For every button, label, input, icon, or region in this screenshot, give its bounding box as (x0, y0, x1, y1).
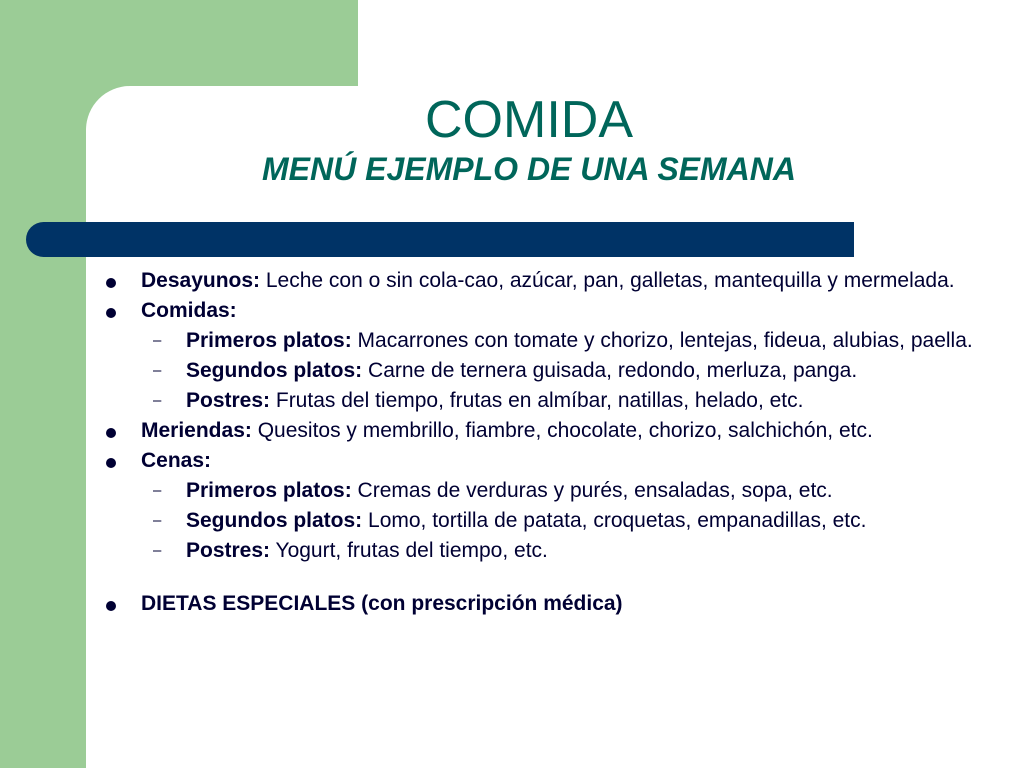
item-label: Primeros platos: (186, 479, 352, 502)
bullet-icon (106, 308, 116, 318)
slide-subtitle: MENÚ EJEMPLO DE UNA SEMANA (262, 151, 796, 187)
item-label: Meriendas: (141, 419, 252, 442)
list-item-cenas (0, 448, 1024, 473)
bullet-icon (106, 601, 116, 611)
item-text: Carne de ternera guisada, redondo, merluza, panga. (362, 359, 858, 382)
title-block (86, 92, 972, 188)
dash-icon: – (153, 392, 162, 409)
sub-item-comidas-postres (0, 388, 1024, 413)
item-text: Leche con o sin cola-cao, azúcar, pan, galletas, mantequilla y mermelada. (260, 269, 955, 292)
item-label: Comidas: (141, 299, 237, 322)
dash-icon: – (153, 482, 162, 499)
item-text: Cremas de verduras y purés, ensaladas, sopa, etc. (351, 479, 833, 502)
sub-item-cenas-postres (0, 538, 1024, 563)
list-item-desayunos (0, 268, 1024, 293)
list-item-dietas-especiales (0, 591, 1024, 616)
bullet-icon (106, 278, 116, 288)
item-text: Quesitos y membrillo, fiambre, chocolate, chorizo, salchichón, etc. (251, 419, 873, 442)
list-item-comidas (0, 298, 1024, 323)
item-label: Cenas: (141, 449, 212, 472)
dash-icon: – (153, 542, 162, 559)
item-label: Desayunos: (141, 269, 261, 292)
slide-title: COMIDA (425, 91, 633, 149)
bullet-icon (106, 458, 116, 468)
bullet-icon (106, 428, 116, 438)
sub-item-cenas-primeros (0, 478, 1024, 503)
divider-bar (26, 222, 854, 257)
sub-item-comidas-segundos (0, 358, 1024, 383)
item-label: Segundos platos: (186, 509, 363, 532)
dash-icon: – (153, 512, 162, 529)
item-label: Primeros platos: (186, 329, 352, 352)
dash-icon: – (153, 362, 162, 379)
item-text: Frutas del tiempo, frutas en almíbar, natillas, helado, etc. (270, 389, 804, 412)
item-label: DIETAS ESPECIALES (con prescripción médica) (141, 592, 623, 615)
item-text: Lomo, tortilla de patata, croquetas, empanadillas, etc. (362, 509, 867, 532)
item-label: Postres: (186, 389, 271, 412)
item-label: Segundos platos: (186, 359, 363, 382)
item-label: Postres: (186, 539, 271, 562)
sub-item-cenas-segundos (0, 508, 1024, 533)
list-item-meriendas (0, 418, 1024, 443)
item-text: Yogurt, frutas del tiempo, etc. (270, 539, 548, 562)
dash-icon: – (153, 332, 162, 349)
sub-item-comidas-primeros (0, 328, 1024, 353)
bullet-list (0, 268, 1024, 621)
item-text: Macarrones con tomate y chorizo, lentejas, fideua, alubias, paella. (351, 329, 973, 352)
